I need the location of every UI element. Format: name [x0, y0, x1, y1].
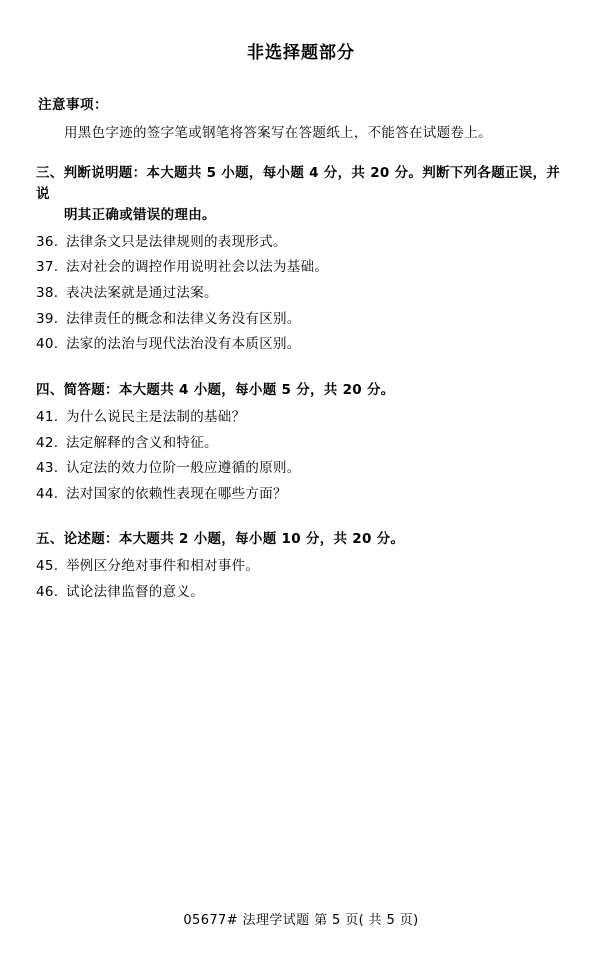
section-4-question-list: [36, 405, 566, 508]
question-text: 法律责任的概念和法律义务没有区别。: [66, 310, 301, 327]
list-item: [36, 405, 566, 431]
question-number: 43.: [36, 460, 59, 477]
list-item: [36, 431, 566, 457]
question-text: 法律条文只是法律规则的表现形式。: [66, 233, 287, 250]
list-item: [36, 456, 566, 482]
list-item: [36, 230, 566, 256]
section-4: [36, 380, 566, 507]
question-number: 41.: [36, 408, 59, 425]
question-text: 为什么说民主是法制的基础？: [66, 408, 246, 425]
section-3: [36, 163, 566, 358]
page-title: 非选择题部分: [247, 43, 355, 63]
question-number: 42.: [36, 434, 59, 451]
section-4-name: 简答题：: [63, 381, 119, 398]
list-item: [36, 281, 566, 307]
question-number: 45.: [36, 558, 59, 575]
section-5-instruction-line1: 本大题共 2 小题，每小题 10 分，共 20 分。: [118, 531, 405, 548]
list-item: [36, 580, 566, 606]
section-3-question-list: [36, 230, 566, 358]
question-text: 举例区分绝对事件和相对事件。: [66, 558, 260, 575]
question-number: 44.: [36, 485, 59, 502]
question-number: 36.: [36, 233, 59, 250]
section-4-heading: [36, 380, 566, 401]
notice-heading: 注意事项：: [38, 97, 108, 113]
question-number: 38.: [36, 285, 59, 302]
page-footer: 05677# 法理学试题 第 5 页( 共 5 页): [183, 913, 419, 928]
question-number: 46.: [36, 584, 59, 601]
section-3-heading: [36, 163, 566, 226]
section-3-instruction-line1: 本大题共 5 小题，每小题 4 分，共 20 分。判断下列各题正误，并说: [36, 165, 561, 202]
section-5: [36, 529, 566, 605]
question-number: 39.: [36, 310, 59, 327]
question-text: 法对国家的依赖性表现在哪些方面？: [66, 485, 287, 502]
question-number: 37.: [36, 259, 59, 276]
question-text: 法对社会的调控作用说明社会以法为基础。: [66, 259, 329, 276]
question-number: 40.: [36, 336, 59, 353]
notice-block: [36, 93, 566, 141]
list-item: [36, 255, 566, 281]
list-item: [36, 332, 566, 358]
question-text: 法定解释的含义和特征。: [66, 434, 218, 451]
section-4-instruction-line1: 本大题共 4 小题，每小题 5 分，共 20 分。: [118, 381, 395, 398]
list-item: [36, 482, 566, 508]
question-text: 试论法律监督的意义。: [66, 584, 204, 601]
section-3-name: 判断说明题：: [63, 165, 147, 181]
section-5-heading: [36, 529, 566, 550]
section-5-number: 五、: [36, 531, 64, 548]
list-item: [36, 307, 566, 333]
section-5-name: 论述题：: [63, 531, 119, 548]
question-text: 法家的法治与现代法治没有本质区别。: [66, 336, 301, 353]
section-3-number: 三、: [36, 165, 64, 181]
question-text: 表决法案就是通过法案。: [66, 285, 218, 302]
section-3-instruction-line2: 明其正确或错误的理由。: [64, 206, 216, 223]
list-item: [36, 554, 566, 580]
exam-page: [0, 38, 602, 972]
question-text: 认定法的效力位阶一般应遵循的原则。: [66, 460, 301, 477]
section-5-question-list: [36, 554, 566, 605]
notice-body: 用黑色字迹的签字笔或钢笔将答案写在答题纸上，不能答在试题卷上。: [64, 125, 492, 141]
section-4-number: 四、: [36, 381, 64, 398]
